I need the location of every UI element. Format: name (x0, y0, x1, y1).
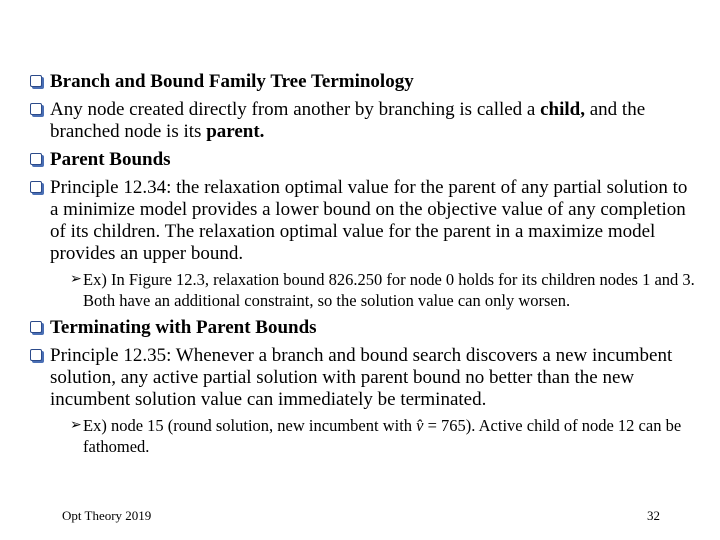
sub-text: Ex) In Figure 12.3, relaxation bound 826.250 for node 0 holds for its children nodes 1 and 3. Both have an additional constraint, so the solution value can only worsen. (83, 270, 695, 310)
body-text-part: and the branched node is its (50, 99, 646, 142)
bullet-child-parent-definition (28, 99, 696, 143)
slide-content (28, 71, 696, 463)
hollow-square-bullet-icon (30, 349, 42, 361)
hollow-square-bullet-icon (30, 153, 42, 165)
hollow-square-bullet-icon (30, 321, 42, 333)
bullet-principle-12-34 (28, 177, 696, 265)
heading-text: Branch and Bound Family Tree Terminology (50, 71, 414, 92)
term-parent: parent. (206, 121, 265, 142)
hollow-square-bullet-icon (30, 181, 42, 193)
sub-text-part: Ex) node 15 (round solution, new incumbent with (83, 416, 417, 435)
body-text-part: Any node created directly from another by branching is called a (50, 99, 541, 120)
heading-text: Terminating with Parent Bounds (50, 317, 317, 338)
arrowhead-bullet-icon: ➢ (70, 417, 82, 433)
math-variable: v̂ (416, 416, 424, 435)
body-text: Principle 12.34: the relaxation optimal value for the parent of any partial solution to a minimize model provides a lower bound on the objective value of any completion of its children. The relaxation optimal value for the parent in a maximize model provides an upper bound. (50, 177, 688, 264)
bullet-heading-parent-bounds (28, 149, 696, 171)
hollow-square-bullet-icon (30, 103, 42, 115)
hollow-square-bullet-icon (30, 75, 42, 87)
page-number: 32 (647, 508, 660, 523)
sub-bullet-example-node-15 (28, 415, 696, 457)
bullet-principle-12-35 (28, 345, 696, 411)
arrowhead-bullet-icon: ➢ (70, 271, 82, 287)
bullet-heading-family-tree (28, 71, 696, 93)
body-text: Principle 12.35: Whenever a branch and bound search discovers a new incumbent solution, any active partial solution with parent bound no better than the new incumbent solution value can immediately be terminated. (50, 345, 673, 410)
bullet-heading-terminating (28, 317, 696, 339)
footer-course-label: Opt Theory 2019 (62, 508, 152, 523)
term-child: child, (540, 99, 585, 120)
heading-text: Parent Bounds (50, 149, 171, 170)
sub-text-part: = 765). Active child of node 12 can be fathomed. (83, 416, 682, 456)
sub-bullet-example-figure (28, 269, 696, 311)
